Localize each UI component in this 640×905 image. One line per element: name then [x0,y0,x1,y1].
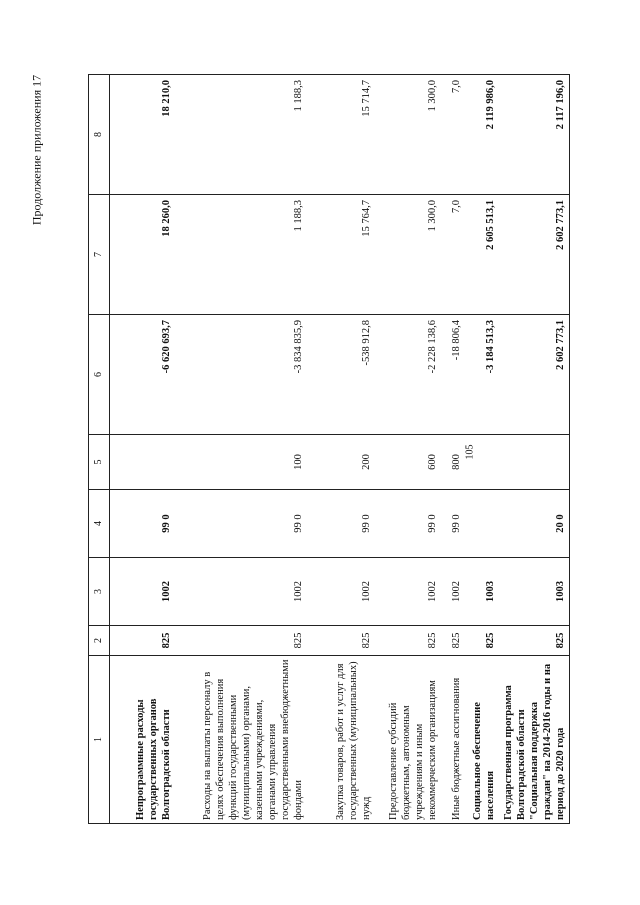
row-section-code: 1003 [466,558,500,626]
row-name: Государственная программа Волгоградской области "Социальная поддержка граждан" на 2014-2016 годы и на период до 2020 года [500,656,570,824]
header-col-4: 4 [89,490,110,558]
row-amount-col6: 2 602 773,1 [500,315,570,435]
row-name: Непрограммные расходы государственных органов Волгоградской области [110,656,176,824]
appendix-continuation-note: Продолжение приложения 17 [29,74,44,226]
row-amount-col7: 2 605 513,1 [466,195,500,315]
row-target-code [466,490,500,558]
table-row [308,75,376,824]
table-row [110,75,176,824]
row-name: Закупка товаров, работ и услуг для государственных (муниципальных) нужд [308,656,376,824]
rotated-table-wrapper [88,75,566,824]
row-amount-col8: 18 210,0 [110,75,176,195]
row-admin-code: 825 [176,626,308,656]
header-col-3: 3 [89,558,110,626]
row-amount-col7: 1 300,0 [376,195,442,315]
row-expense-type [466,435,500,490]
row-target-code: 99 0 [442,490,466,558]
row-amount-col8: 2 119 986,0 [466,75,500,195]
row-amount-col6: -18 806,4 [442,315,466,435]
table-row [376,75,442,824]
row-amount-col6: -6 620 693,7 [110,315,176,435]
row-section-code: 1002 [442,558,466,626]
header-col-6: 6 [89,315,110,435]
table-row [500,75,570,824]
row-section-code: 1002 [308,558,376,626]
row-name: Иные бюджетные ассигнования [442,656,466,824]
row-admin-code: 825 [442,626,466,656]
row-target-code: 20 0 [500,490,570,558]
row-expense-type: 600 [376,435,442,490]
header-col-5: 5 [89,435,110,490]
table-header-row [89,75,110,824]
row-amount-col6: -538 912,8 [308,315,376,435]
row-target-code: 99 0 [176,490,308,558]
row-amount-col7: 18 260,0 [110,195,176,315]
row-amount-col8: 1 188,3 [176,75,308,195]
row-expense-type: 800 [442,435,466,490]
row-target-code: 99 0 [110,490,176,558]
row-amount-col7: 1 188,3 [176,195,308,315]
header-col-8: 8 [89,75,110,195]
row-target-code: 99 0 [308,490,376,558]
row-admin-code: 825 [376,626,442,656]
row-expense-type [110,435,176,490]
row-amount-col7: 15 764,7 [308,195,376,315]
row-admin-code: 825 [466,626,500,656]
row-section-code: 1002 [376,558,442,626]
row-amount-col8: 7,0 [442,75,466,195]
header-col-1: 1 [89,656,110,824]
page-number: 105 [464,444,476,460]
table-row [466,75,500,824]
row-name: Расходы на выплаты персоналу в целях обеспечения выполнения функций государственными (муниципальными) органами, казенными учреждениями, органами управления государственными внебюджетными фондами [176,656,308,824]
row-amount-col6: -3 834 835,9 [176,315,308,435]
header-col-2: 2 [89,626,110,656]
row-amount-col7: 7,0 [442,195,466,315]
row-admin-code: 825 [110,626,176,656]
row-amount-col7: 2 602 773,1 [500,195,570,315]
row-expense-type: 200 [308,435,376,490]
row-admin-code: 825 [308,626,376,656]
row-admin-code: 825 [500,626,570,656]
row-section-code: 1002 [110,558,176,626]
row-section-code: 1003 [500,558,570,626]
row-amount-col8: 1 300,0 [376,75,442,195]
row-name: Предоставление субсидий бюджетным, автономным учреждениям и иным некоммерческим организациям [376,656,442,824]
row-amount-col6: -2 228 138,6 [376,315,442,435]
row-amount-col8: 15 714,7 [308,75,376,195]
row-amount-col6: -3 184 513,3 [466,315,500,435]
row-section-code: 1002 [176,558,308,626]
row-name: Социальное обеспечение населения [466,656,500,824]
budget-table [88,74,570,824]
row-expense-type: 100 [176,435,308,490]
row-expense-type [500,435,570,490]
table-row [176,75,308,824]
header-col-7: 7 [89,195,110,315]
table-row [442,75,466,824]
row-amount-col8: 2 117 196,0 [500,75,570,195]
row-target-code: 99 0 [376,490,442,558]
